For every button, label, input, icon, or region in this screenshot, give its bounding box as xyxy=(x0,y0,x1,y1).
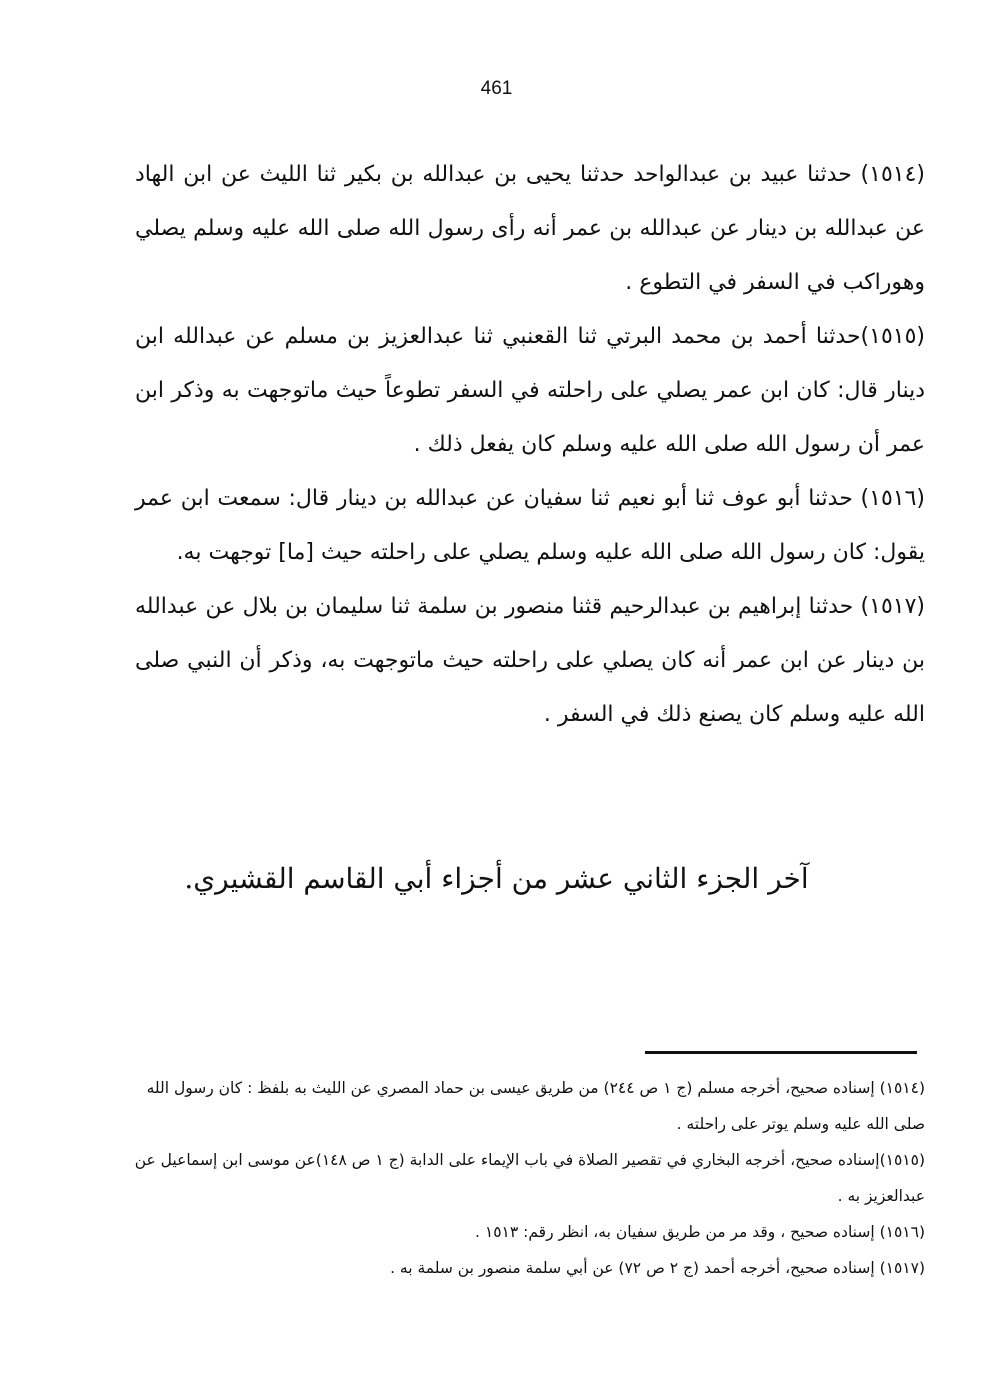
footnote-1514: (١٥١٤) إسناده صحيح، أخرجه مسلم (ج ١ ص ٢٤٤) من طريق عيسى بن حماد المصري عن الليث به بلفظ : كان رسول الله صلى الله عليه وسلم يوتر على راحلته . xyxy=(146,1079,925,1133)
hadith-1517: (١٥١٧) حدثنا إبراهيم بن عبدالرحيم قثنا منصور بن سلمة ثنا سليمان بن بلال عن عبدالله بن دينار عن ابن عمر أنه كان يصلي على راحلته حيث ماتوجهت به، وذكر أن النبي صلى الله عليه وسلم كان يصنع ذلك في السفر . xyxy=(135,594,925,727)
footnote-divider xyxy=(645,1051,917,1054)
footnotes xyxy=(130,1070,925,1286)
footnote-1515: (١٥١٥)إسناده صحيح، أخرجه البخاري في تقصير الصلاة في باب الإيماء على الدابة (ج ١ ص ١٤٨)عن موسى ابن إسماعيل عن عبدالعزيز به . xyxy=(134,1151,925,1205)
footnote-1517: (١٥١٧) إسناده صحيح، أخرجه أحمد (ج ٢ ص ٧٢) عن أبي سلمة منصور بن سلمة به . xyxy=(390,1259,925,1277)
footnote-1516: (١٥١٦) إسناده صحيح ، وقد مر من طريق سفيان به، انظر رقم: ١٥١٣ . xyxy=(475,1223,925,1241)
hadith-text-body xyxy=(135,148,925,742)
hadith-1514: (١٥١٤) حدثنا عبيد بن عبدالواحد حدثنا يحيى بن عبدالله بن بكير ثنا الليث عن ابن الهاد عن عبدالله بن دينار عن عبدالله بن عمر أنه رأى رسول الله صلى الله عليه وسلم يصلي وهوراكب في السفر في التطوع . xyxy=(135,162,925,295)
hadith-1515: (١٥١٥)حدثنا أحمد بن محمد البرتي ثنا القعنبي ثنا عبدالعزيز بن مسلم عن عبدالله ابن دينار قال: كان ابن عمر يصلي على راحلته في السفر تطوعاً حيث ماتوجهت به وذكر ابن عمر أن رسول الله صلى الله عليه وسلم كان يفعل ذلك . xyxy=(135,324,925,457)
page-number: 461 xyxy=(480,78,513,99)
closing-title: آخر الجزء الثاني عشر من أجزاء أبي القاسم القشيري. xyxy=(184,862,809,895)
hadith-1516: (١٥١٦) حدثنا أبو عوف ثنا أبو نعيم ثنا سفيان عن عبدالله بن دينار قال: سمعت ابن عمر يقول: كان رسول الله صلى الله عليه وسلم يصلي على راحلته حيث [ما] توجهت به. xyxy=(135,486,925,565)
